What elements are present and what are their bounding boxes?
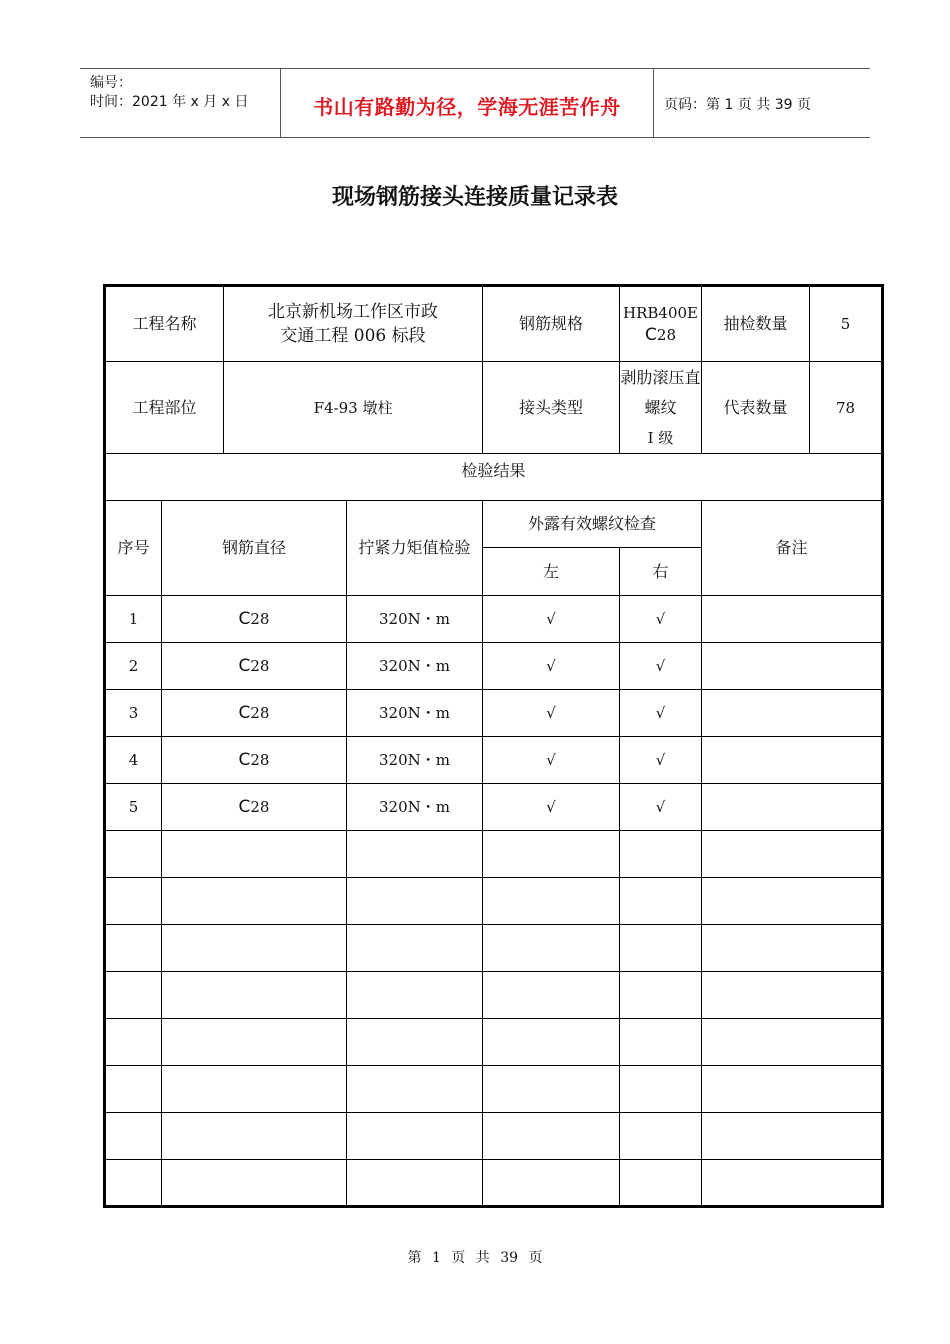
row-diameter-size: 28 (250, 704, 270, 722)
empty-table-row (105, 1160, 883, 1207)
joint-type-value (620, 362, 702, 454)
represent-qty-value: 78 (810, 362, 883, 454)
header-motto-cell (281, 69, 654, 137)
joint-type-line2: I 级 (647, 428, 674, 447)
rebar-grade-mark: C (645, 325, 657, 345)
row-diameter-size: 28 (250, 610, 270, 628)
represent-qty-label: 代表数量 (702, 362, 810, 454)
record-table (103, 284, 884, 1208)
rebar-spec-value (620, 286, 702, 362)
page-footer: 第 1 页 共 39 页 (407, 1250, 543, 1266)
row-seq: 3 (105, 690, 162, 737)
row-seq: 1 (105, 596, 162, 643)
joint-type-line1: 剥肋滚压直螺纹 (620, 367, 701, 417)
sample-qty-label: 抽检数量 (702, 286, 810, 362)
empty-table-row (105, 831, 883, 878)
section-title: 检验结果 (105, 454, 883, 501)
row-right-check: √ (620, 737, 702, 784)
joint-type-label: 接头类型 (483, 362, 620, 454)
rebar-grade-mark: C (238, 750, 251, 770)
row-left-check: √ (483, 596, 620, 643)
row-torque: 320N・m (347, 784, 483, 831)
page-header (80, 68, 870, 138)
row-seq: 5 (105, 784, 162, 831)
project-name-label: 工程名称 (105, 286, 224, 362)
document-time-label: 时间：2021 年 x 月 x 日 (90, 94, 249, 110)
row-diameter-size: 28 (250, 751, 270, 769)
empty-table-row (105, 1066, 883, 1113)
row-diameter (162, 784, 347, 831)
col-header-torque: 拧紧力矩值检验 (347, 501, 483, 596)
project-name-line2: 交通工程 006 标段 (280, 326, 426, 346)
table-row (105, 643, 883, 690)
col-header-thread-check: 外露有效螺纹检查 (483, 501, 702, 548)
row-diameter-size: 28 (250, 657, 270, 675)
rebar-grade-mark: C (238, 703, 251, 723)
row-diameter-size: 28 (250, 798, 270, 816)
table-row (105, 737, 883, 784)
header-page-cell (654, 69, 870, 137)
column-header-row-1 (105, 501, 883, 548)
col-header-diameter: 钢筋直径 (162, 501, 347, 596)
page-title: 现场钢筋接头连接质量记录表 (331, 185, 618, 210)
empty-table-row (105, 1019, 883, 1066)
col-header-remark: 备注 (702, 501, 883, 596)
section-row (105, 454, 883, 501)
row-diameter (162, 690, 347, 737)
row-torque: 320N・m (347, 596, 483, 643)
motto-text: 书山有路勤为径，学海无涯苦作舟 (313, 95, 621, 119)
rebar-spec-label: 钢筋规格 (483, 286, 620, 362)
row-diameter (162, 643, 347, 690)
row-remark (702, 643, 883, 690)
row-remark (702, 596, 883, 643)
row-right-check: √ (620, 784, 702, 831)
project-name-line1: 北京新机场工作区市政 (268, 302, 439, 322)
sample-qty-value: 5 (810, 286, 883, 362)
row-left-check: √ (483, 737, 620, 784)
info-row-2 (105, 362, 883, 454)
col-header-seq: 序号 (105, 501, 162, 596)
row-torque: 320N・m (347, 643, 483, 690)
empty-table-row (105, 878, 883, 925)
row-right-check: √ (620, 690, 702, 737)
row-torque: 320N・m (347, 690, 483, 737)
row-remark (702, 737, 883, 784)
row-seq: 2 (105, 643, 162, 690)
table-row (105, 784, 883, 831)
col-header-right: 右 (620, 548, 702, 596)
row-diameter (162, 596, 347, 643)
table-row (105, 690, 883, 737)
rebar-grade-mark: C (238, 656, 251, 676)
header-meta-cell (80, 69, 281, 137)
rebar-spec-grade: HRB400E (623, 304, 698, 322)
empty-table-row (105, 925, 883, 972)
row-left-check: √ (483, 690, 620, 737)
table-row (105, 596, 883, 643)
info-row-1 (105, 286, 883, 362)
page-number-label: 页码：第 1 页 共 39 页 (664, 97, 811, 113)
row-seq: 4 (105, 737, 162, 784)
rebar-grade-mark: C (238, 797, 251, 817)
project-part-value: F4-93 墩柱 (224, 362, 483, 454)
row-remark (702, 784, 883, 831)
empty-table-row (105, 972, 883, 1019)
row-left-check: √ (483, 643, 620, 690)
row-right-check: √ (620, 643, 702, 690)
rebar-spec-size: 28 (656, 326, 676, 344)
row-torque: 320N・m (347, 737, 483, 784)
rebar-grade-mark: C (238, 609, 251, 629)
row-remark (702, 690, 883, 737)
project-name-value (224, 286, 483, 362)
project-part-label: 工程部位 (105, 362, 224, 454)
row-left-check: √ (483, 784, 620, 831)
empty-table-row (105, 1113, 883, 1160)
row-diameter (162, 737, 347, 784)
col-header-left: 左 (483, 548, 620, 596)
document-number-label: 编号： (90, 75, 132, 91)
row-right-check: √ (620, 596, 702, 643)
